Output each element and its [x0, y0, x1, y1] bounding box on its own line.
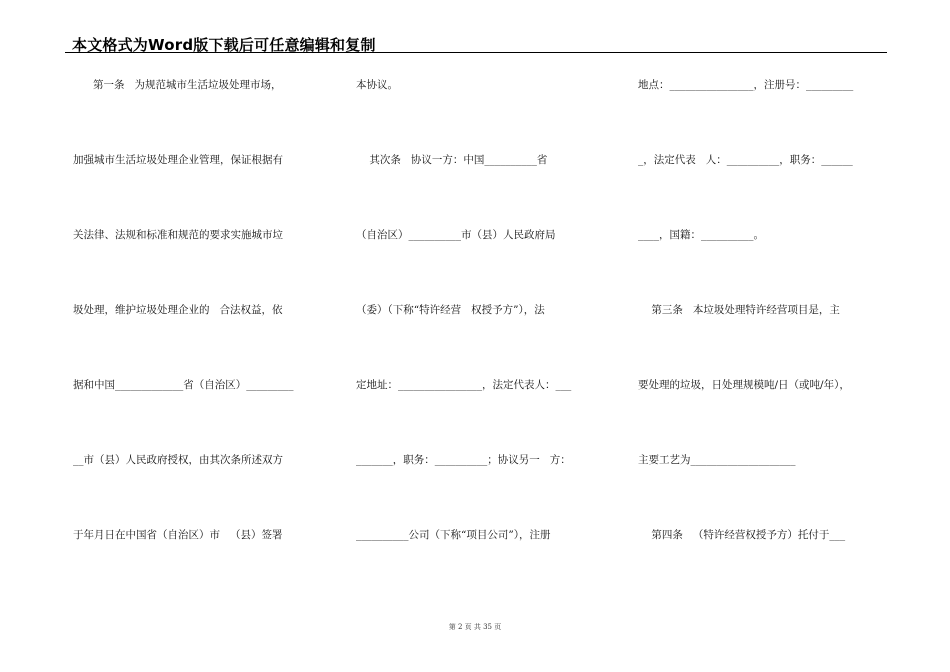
text-column-left: [73, 78, 325, 603]
header-divider: [65, 52, 887, 53]
text-line: 据和中国_____________省（自治区）_________: [73, 379, 294, 391]
text-line: 要处理的垃圾，日处理规模吨/日（或吨/年），: [638, 379, 850, 391]
text-line: _，法定代表 人：__________，职务：______: [638, 154, 853, 166]
text-line: （自治区）__________市（县）人民政府局: [356, 229, 556, 241]
text-line: 其次条 协议一方：中国__________省: [356, 154, 548, 166]
text-line: _______，职务：__________；协议另一 方：: [356, 454, 571, 466]
text-line: 第一条 为规范城市生活垃圾处理市场，: [73, 79, 282, 91]
document-header-title: 本文格式为Word版下载后可任意编辑和复制: [72, 36, 376, 54]
text-line: 第四条 （特许经营权授予方）托付于___: [638, 529, 846, 541]
text-line: （委）（下称“特许经营 权授予方”），法: [356, 304, 545, 316]
text-line: __________公司（下称“项目公司”），注册: [356, 529, 551, 541]
text-line: 加强城市生活垃圾处理企业管理，保证根据有: [73, 154, 283, 166]
page-number-footer: 第 2 页 共 35 页: [448, 623, 502, 631]
text-column-middle: [356, 78, 608, 603]
text-line: 圾处理，维护垃圾处理企业的 合法权益，依: [73, 304, 283, 316]
text-line: 地点：________________，注册号：_________: [638, 79, 854, 91]
text-line: ____，国籍：__________。: [638, 229, 764, 241]
text-line: __市（县）人民政府授权，由其次条所述双方: [73, 454, 283, 466]
text-line: 第三条 本垃圾处理特许经营项目是，主: [638, 304, 840, 316]
text-line: 本协议。: [356, 79, 398, 91]
text-column-right: [638, 78, 890, 603]
text-line: 关法律、法规和标准和规范的要求实施城市垃: [73, 229, 283, 241]
text-line: 定地址：________________，法定代表人：___: [356, 379, 572, 391]
text-line: 主要工艺为____________________: [638, 454, 796, 466]
text-line: 于年月日在中国省（自治区）市 （县）签署: [73, 529, 283, 541]
